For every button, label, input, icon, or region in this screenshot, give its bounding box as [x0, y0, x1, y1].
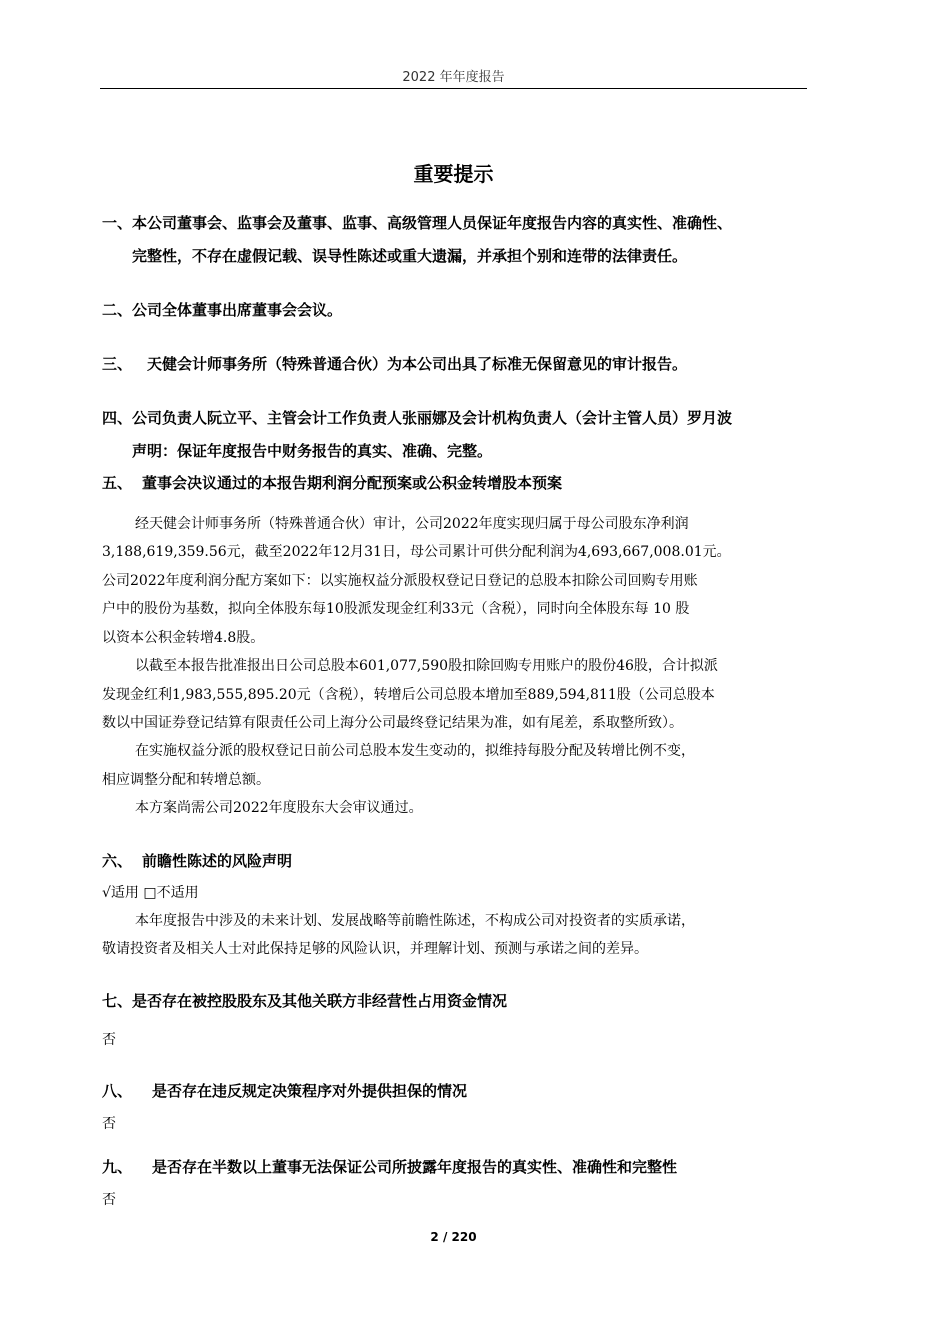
header-divider — [100, 88, 807, 89]
section-5-para-line: 以截至本报告批准报出日公司总股本601,077,590股扣除回购专用账户的股份46股，合计拟派 — [135, 658, 718, 674]
section-6-para-line: 本年度报告中涉及的未来计划、发展战略等前瞻性陈述，不构成公司对投资者的实质承诺， — [135, 913, 695, 929]
section-6-heading: 前瞻性陈述的风险声明 — [142, 852, 293, 870]
page-header: 2022 年年度报告 — [402, 70, 505, 85]
section-9-heading: 是否存在半数以上董事无法保证公司所披露年度报告的真实性、准确性和完整性 — [152, 1158, 678, 1176]
section-5-para-line: 数以中国证券登记结算有限责任公司上海分公司最终登记结果为准，如有尾差，系取整所致）。 — [102, 715, 683, 731]
section-5-para-line: 户中的股份为基数，拟向全体股东每10股派发现金红利33元（含税），同时向全体股东每 10 股 — [102, 601, 690, 617]
section-3-number: 三、 — [102, 355, 133, 373]
section-8-answer: 否 — [102, 1116, 116, 1132]
section-4-line-2: 声明：保证年度报告中财务报告的真实、准确、完整。 — [132, 442, 493, 460]
section-4-line-1: 四、公司负责人阮立平、主管会计工作负责人张丽娜及会计机构负责人（会计主管人员）罗月波 — [102, 409, 733, 427]
section-2: 二、公司全体董事出席董事会会议。 — [102, 301, 343, 319]
section-1-line-1: 一、本公司董事会、监事会及董事、监事、高级管理人员保证年度报告内容的真实性、准确性、 — [102, 214, 733, 232]
section-7-answer: 否 — [102, 1032, 116, 1048]
section-5-para-line: 3,188,619,359.56元，截至2022年12月31日，母公司累计可供分配利润为4,693,667,008.01元。 — [102, 544, 731, 560]
section-8-number: 八、 — [102, 1082, 133, 1100]
section-5-para-line: 发现金红利1,983,555,895.20元（含税），转增后公司总股本增加至889,594,811股（公司总股本 — [102, 687, 715, 703]
section-3-heading: 天健会计师事务所（特殊普通合伙）为本公司出具了标准无保留意见的审计报告。 — [147, 355, 688, 373]
section-5-heading: 董事会决议通过的本报告期利润分配预案或公积金转增股本预案 — [142, 474, 563, 492]
section-1-line-2: 完整性，不存在虚假记载、误导性陈述或重大遗漏，并承担个别和连带的法律责任。 — [132, 247, 688, 265]
page-number: 2 / 220 — [430, 1230, 477, 1244]
section-8-heading: 是否存在违反规定决策程序对外提供担保的情况 — [152, 1082, 468, 1100]
section-6-para-line: 敬请投资者及相关人士对此保持足够的风险认识，并理解计划、预测与承诺之间的差异。 — [102, 941, 648, 957]
section-5-para-line: 相应调整分配和转增总额。 — [102, 772, 270, 788]
section-5-number: 五、 — [102, 474, 133, 492]
section-9-answer: 否 — [102, 1192, 116, 1208]
section-5-para-line: 在实施权益分派的股权登记日前公司总股本发生变动的，拟维持每股分配及转增比例不变， — [135, 743, 695, 759]
section-6-number: 六、 — [102, 852, 133, 870]
section-5-para-line: 以资本公积金转增4.8股。 — [102, 630, 265, 646]
page-title: 重要提示 — [413, 162, 494, 186]
section-7-heading: 七、是否存在被控股股东及其他关联方非经营性占用资金情况 — [102, 992, 508, 1010]
section-5-para-line: 经天健会计师事务所（特殊普通合伙）审计，公司2022年度实现归属于母公司股东净利润 — [135, 516, 689, 532]
applicability-checkbox-line: √适用 □不适用 — [102, 885, 199, 901]
section-9-number: 九、 — [102, 1158, 133, 1176]
section-5-para-line: 公司2022年度利润分配方案如下：以实施权益分派股权登记日登记的总股本扣除公司回购专用账 — [102, 573, 698, 589]
section-5-para-line: 本方案尚需公司2022年度股东大会审议通过。 — [135, 800, 423, 816]
